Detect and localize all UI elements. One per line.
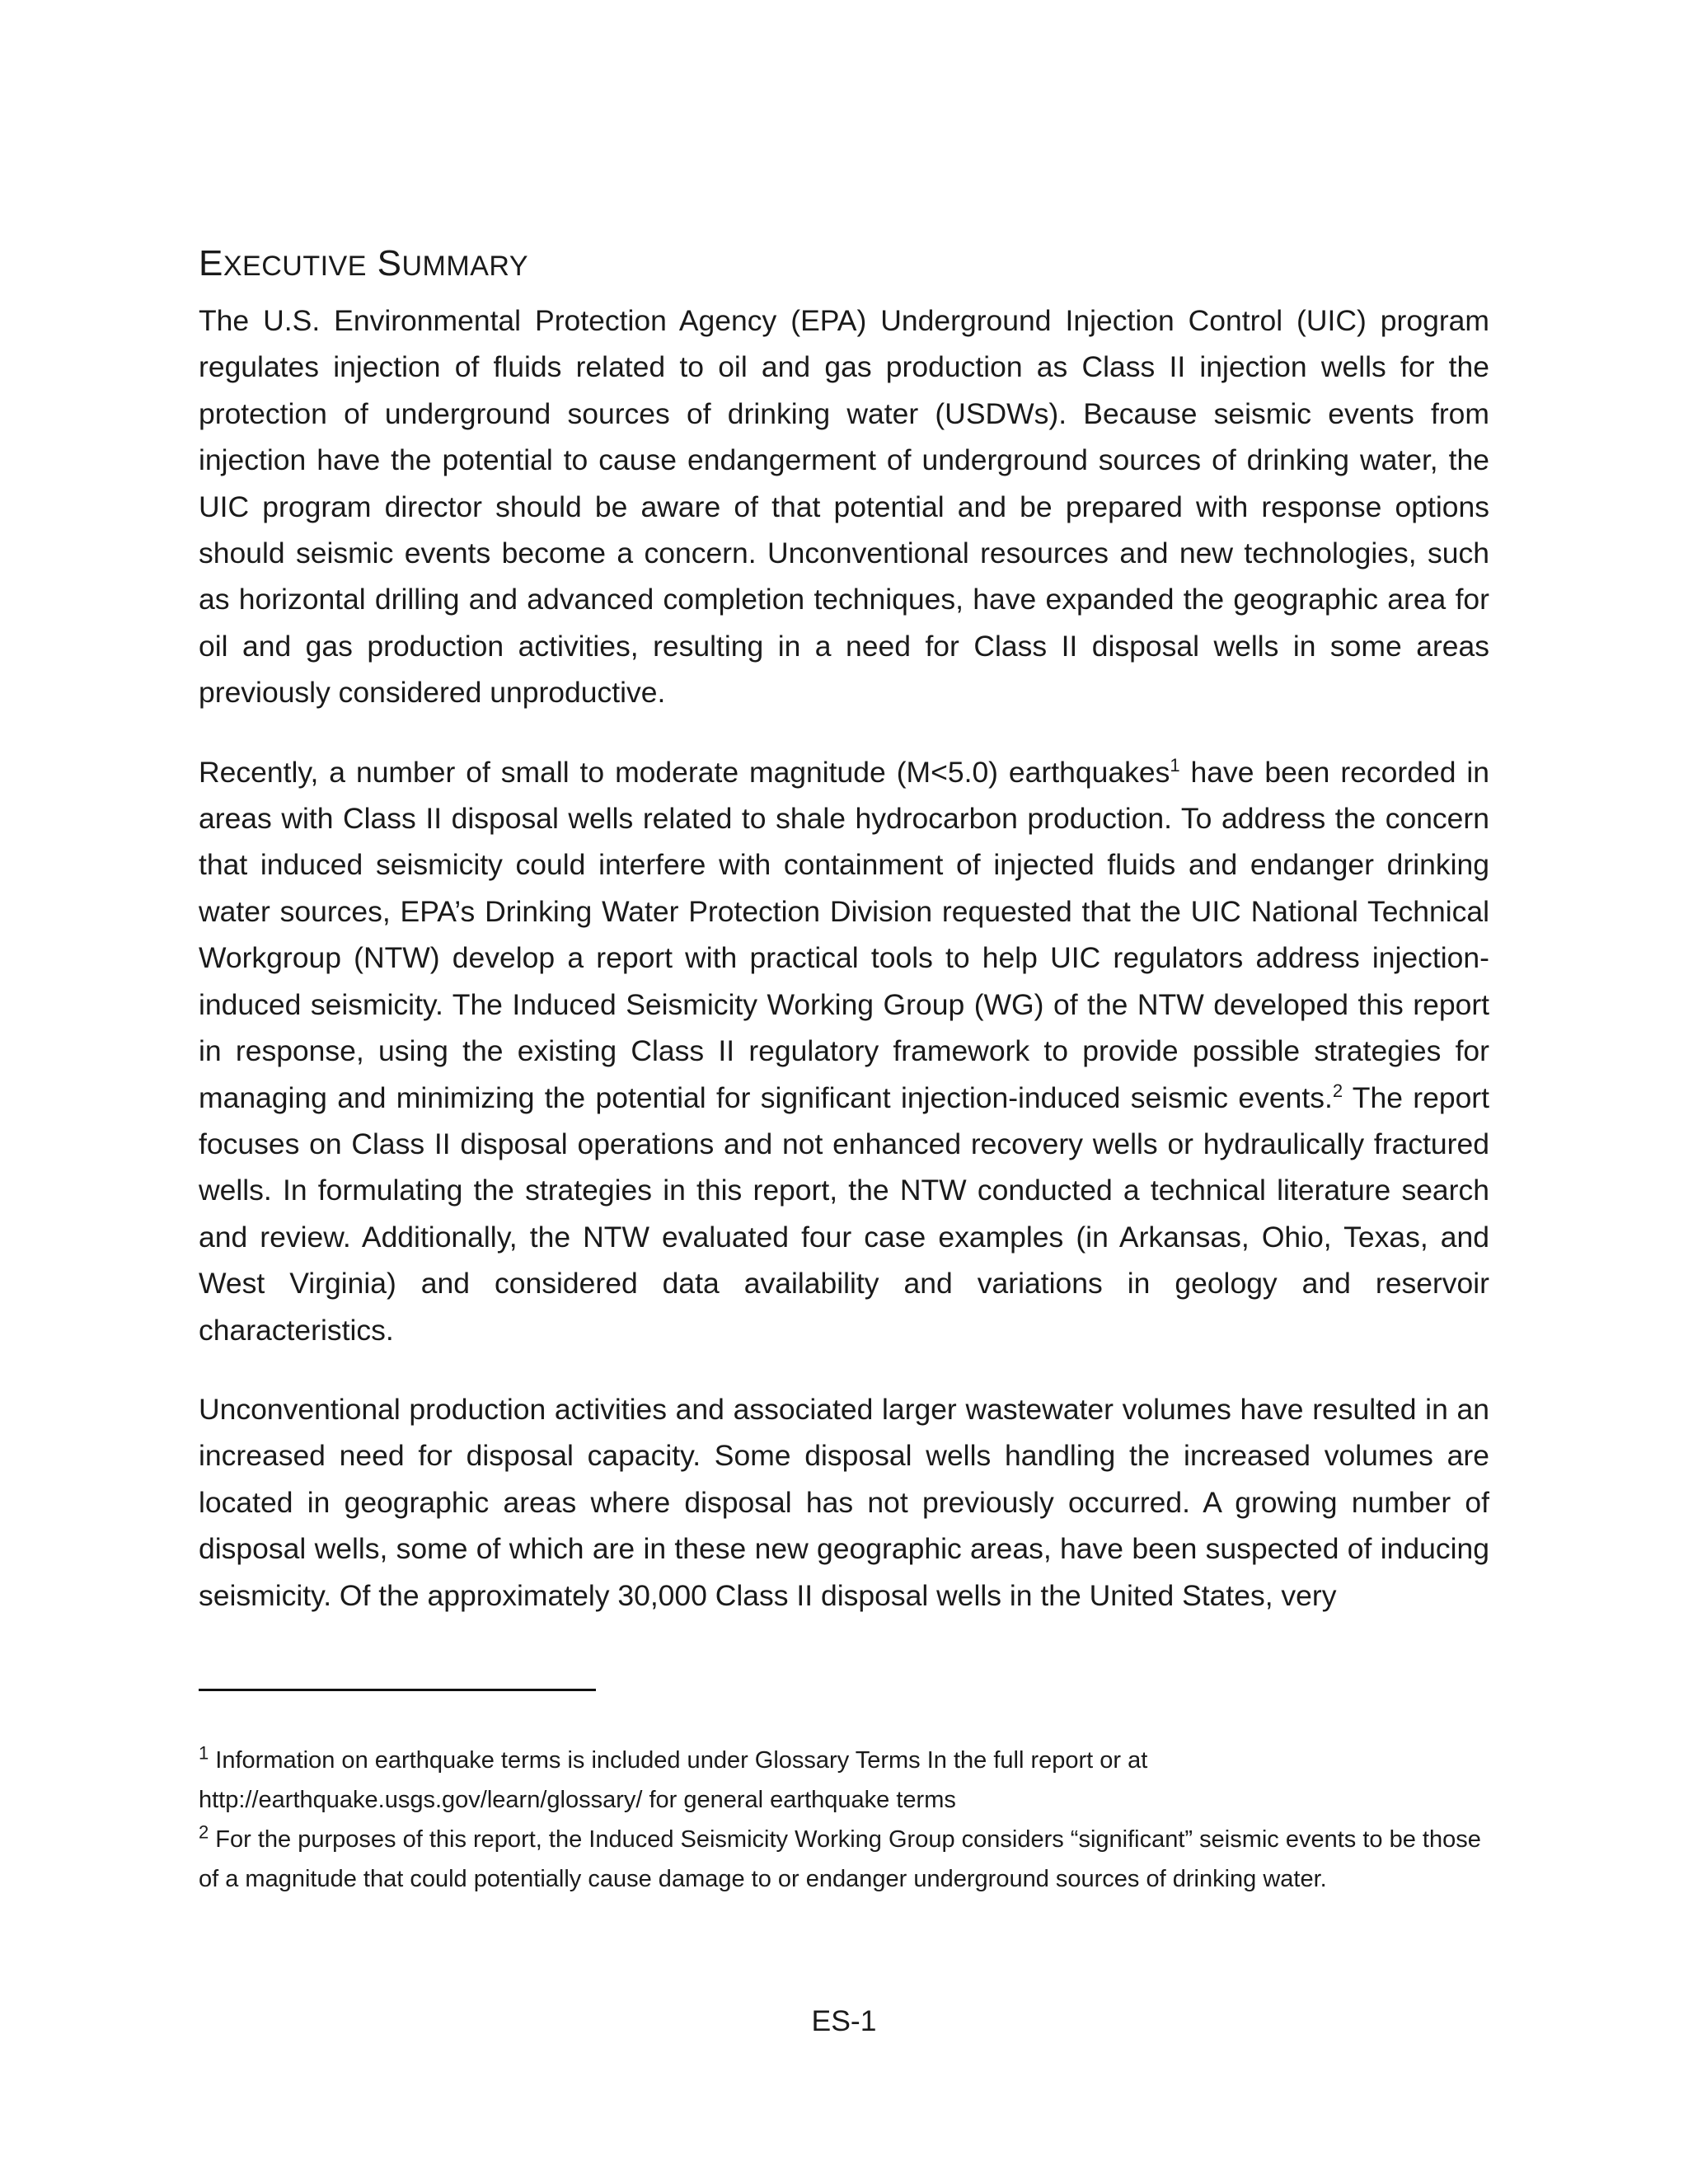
- footnote-divider: [199, 1689, 596, 1691]
- footnote-1-link[interactable]: http://earthquake.usgs.gov/learn/glossary/ for general earthquake terms: [199, 1787, 956, 1813]
- paragraph-1: The U.S. Environmental Protection Agency (EPA) Underground Injection Control (UIC) program regulates injection of fluids related to oil and gas production as Class II injection wells for the protection of underground sources of drinking water (USDWs). Because seismic events from injection have the potential to cause endangerment of underground sources of drinking water, the UIC program director should be aware of that potential and be prepared with response options should seismic events become a concern. Unconventional resources and new technologies, such as horizontal drilling and advanced completion techniques, have expanded the geographic area for oil and gas production activities, resulting in a need for Class II disposal wells in some areas previously considered unproductive.: [199, 304, 1489, 710]
- heading-rest-executive: XECUTIVE: [223, 251, 367, 282]
- paragraph-3: Unconventional production activities and associated larger wastewater volumes have resulted in an increased need for disposal capacity. Some disposal wells handling the increased volumes are located in geographic areas where disposal has not previously occurred. A growing number of disposal wells, some of which are in these new geographic areas, have been suspected of inducing seismicity. Of the approximately 30,000 Class II disposal wells in the United States, very: [199, 1392, 1489, 1612]
- paragraph-2: [199, 749, 1489, 1353]
- footnote-ref-2: 2: [1332, 1080, 1343, 1101]
- footnote-1-number: 1: [199, 1742, 209, 1764]
- page-number: ES-1: [811, 2004, 877, 2037]
- footnotes: [199, 1741, 1489, 1899]
- page-body: [199, 239, 1489, 1652]
- section-heading: [199, 239, 1489, 291]
- paragraph-2-part-a: Recently, a number of small to moderate magnitude (M<5.0) earthquakes: [199, 755, 1170, 789]
- heading-rest-summary: UMMARY: [401, 251, 528, 282]
- footnote-2-number: 2: [199, 1821, 209, 1843]
- paragraph-2-part-c: The report focuses on Class II disposal operations and not enhanced recovery wells or hydraulically fractured wells. In formulating the strategies in this report, the NTW conducted a technical literature search and review. Additionally, the NTW evaluated four case examples (in Arkansas, Ohio, Texas, and West Virginia) and considered data availability and variations in geology and reservoir characteristics.: [199, 1080, 1489, 1347]
- footnote-2-text: For the purposes of this report, the Induced Seismicity Working Group considers “significant” seismic events to be those of a magnitude that could potentially cause damage to or endanger underground sources of drinking water.: [199, 1826, 1481, 1892]
- heading-initial-s: S: [377, 243, 402, 284]
- footnote-1: [199, 1741, 1489, 1820]
- heading-initial-e: E: [199, 243, 223, 284]
- paragraph-2-part-b: have been recorded in areas with Class II disposal wells related to shale hydrocarbon production. To address the concern that induced seismicity could interfere with containment of injected fluids and endanger drinking water sources, EPA’s Drinking Water Protection Division requested that the UIC National Technical Workgroup (NTW) develop a report with practical tools to help UIC regulators address injection-induced seismicity. The Induced Seismicity Working Group (WG) of the NTW developed this report in response, using the existing Class II regulatory framework to provide possible strategies for managing and minimizing the potential for significant injection-induced seismic events.: [199, 755, 1489, 1114]
- footnote-ref-1: 1: [1170, 754, 1180, 776]
- footnote-1-text: Information on earthquake terms is included under Glossary Terms In the full report or at: [209, 1747, 1148, 1774]
- footnote-2: [199, 1820, 1489, 1899]
